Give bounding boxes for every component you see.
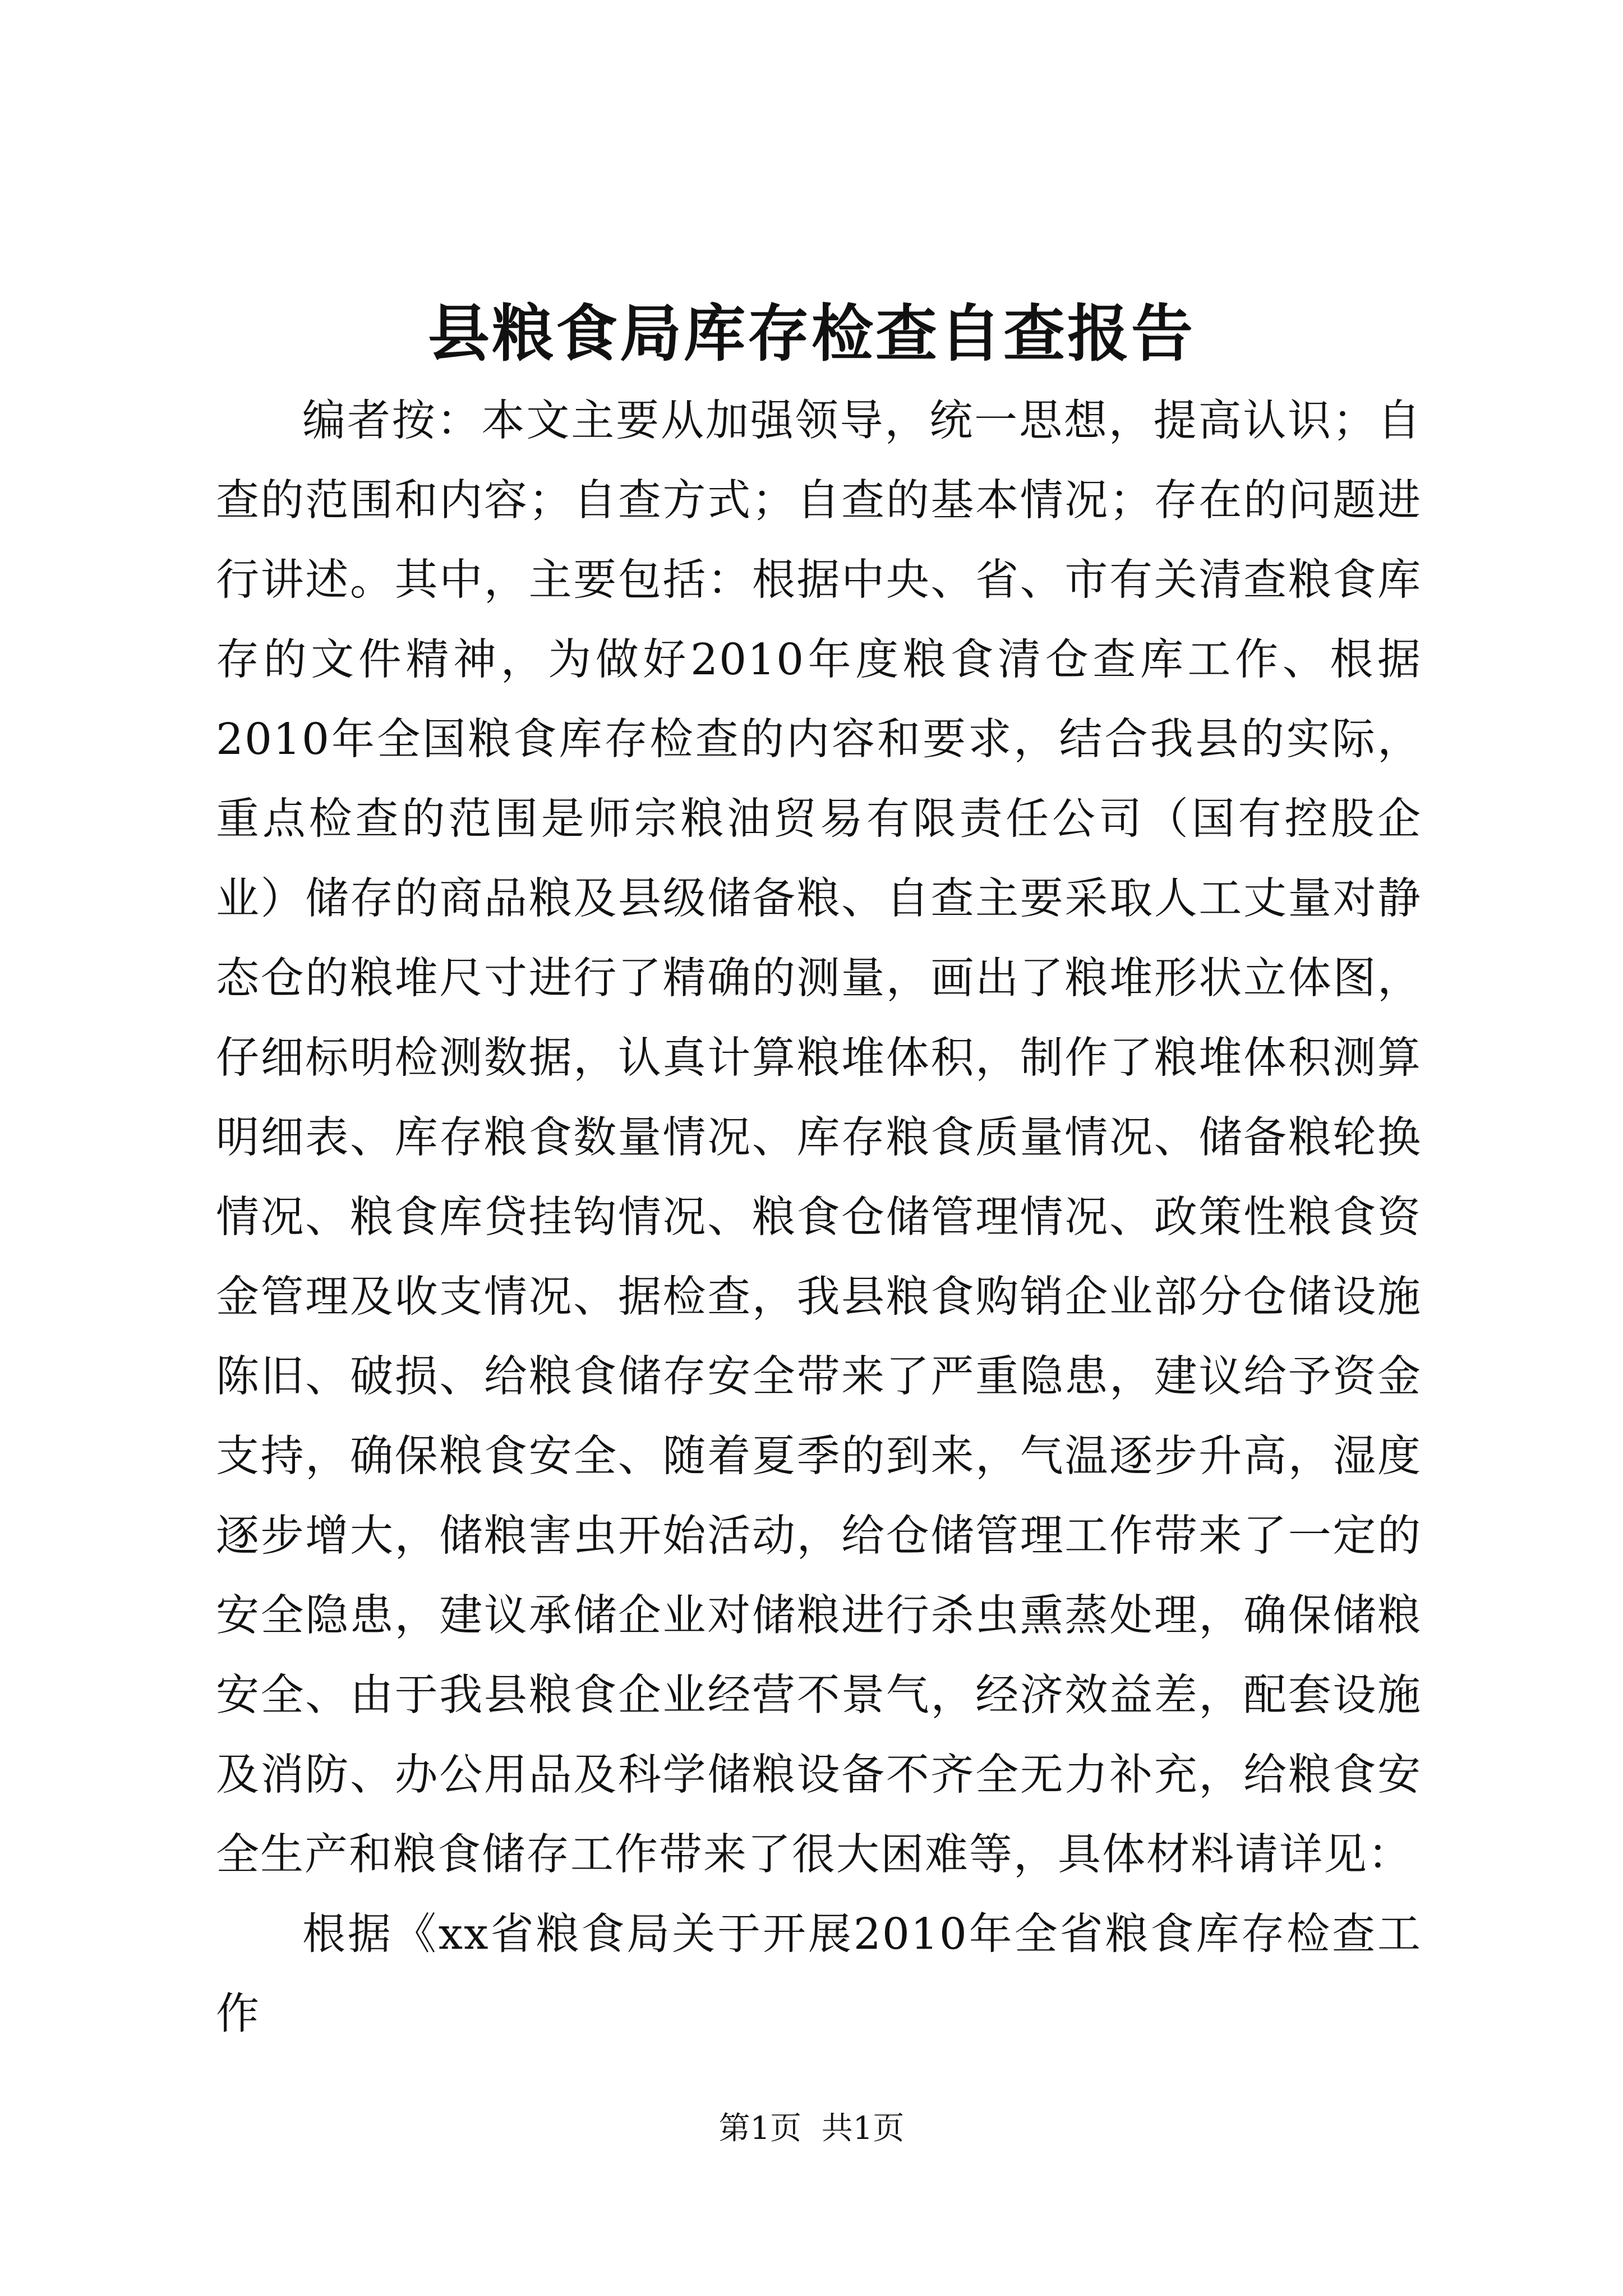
footer-spacer xyxy=(801,2110,822,2147)
body-paragraph: 根据《xx省粮食局关于开展2010年全省粮食库存检查工作 xyxy=(216,1910,1422,2039)
editor-note-paragraph: 编者按：本文主要从加强领导，统一思想，提高认识；自查的范围和内容；自查方式；自查的基本情况；存在的问题进行讲述。其中，主要包括：根据中央、省、市有关清查粮食库存的文件精神，为做好2010年度粮食清仓查库工作、根据2010年全国粮食库存检查的内容和要求，结合我县的实际，重点检查的范围是师宗粮油贸易有限责任公司（国有控股企业）储存的商品粮及县级储备粮、自查主要采取人工丈量对静态仓的粮堆尺寸进行了精确的测量，画出了粮堆形状立体图，仔细标明检测数据，认真计算粮堆体积，制作了粮堆体积测算明细表、库存粮食数量情况、库存粮食质量情况、储备粮轮换情况、粮食库贷挂钩情况、粮食仓储管理情况、政策性粮食资金管理及收支情况、据检查，我县粮食购销企业部分仓储设施陈旧、破损、给粮食储存安全带来了严重隐患，建议给予资金支持，确保粮食安全、随着夏季的到来，气温逐步升高，湿度逐步增大，储粮害虫开始活动，给仓储管理工作带来了一定的安全隐患，建议承储企业对储粮进行杀虫熏蒸处理，确保储粮安全、由于我县粮食企业经营不景气，经济效益差，配套设施及消防、办公用品及科学储粮设备不齐全无力补充，给粮食安全生产和粮食储存工作带来了很大困难等，具体材料请详见： xyxy=(216,396,1422,1880)
page-footer xyxy=(0,2106,1623,2151)
document-body xyxy=(216,381,1422,2054)
document-title: 县粮食局库存检查自查报告 xyxy=(428,297,1195,370)
page-number: 第1页 xyxy=(718,2110,802,2147)
page-total: 共1页 xyxy=(821,2110,905,2147)
